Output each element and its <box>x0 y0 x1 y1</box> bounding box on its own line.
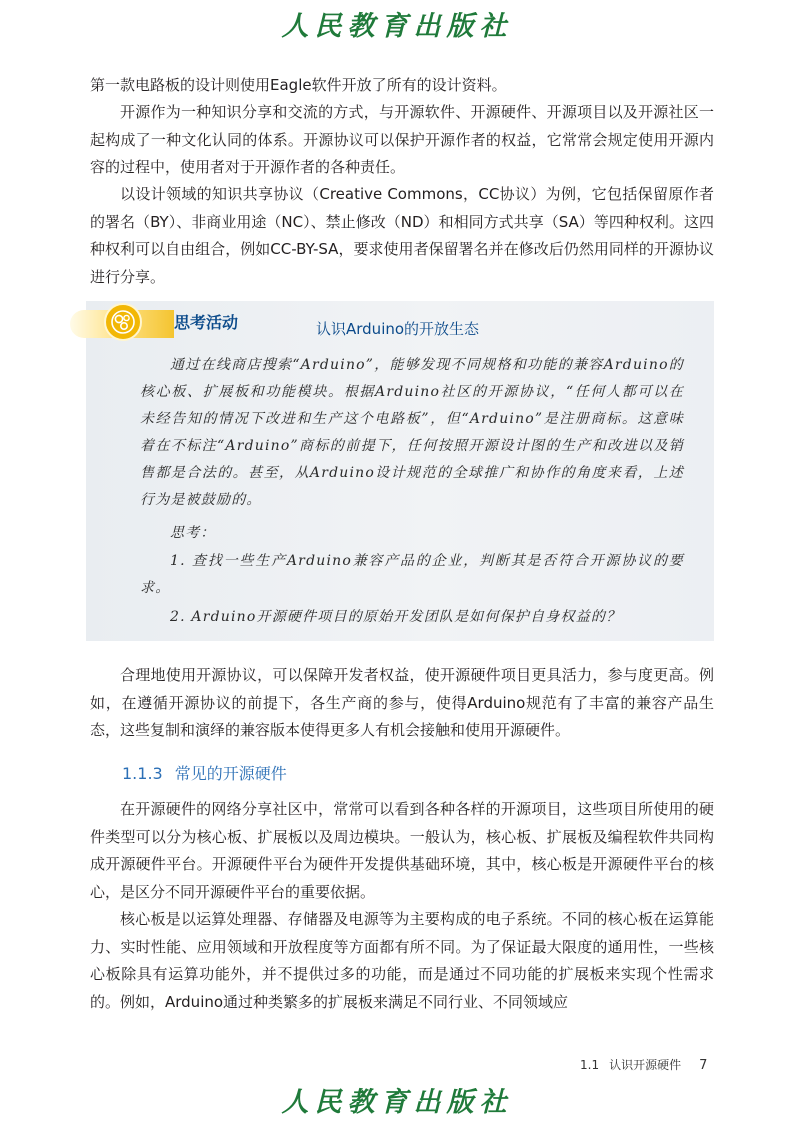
section-number: 1.1.3 <box>122 764 163 783</box>
activity-body: 通过在线商店搜索“Arduino”，能够发现不同规格和功能的兼容Arduino的核心板、扩展板和功能模块。根据Arduino社区的开源协议，“任何人都可以在未经告知的情况下改进和生产这个电路板”，但“Arduino”是注册商标。这意味着在不标注“Arduino”商标的前提下，任何按照开源设计图的生产和改进以及销售都是合法的。甚至，从Arduino设计规范的全球推广和协作的角度来看，上述行为是被鼓励的。 <box>140 357 684 508</box>
activity-title: 认识Arduino的开放生态 <box>316 320 480 338</box>
paragraph-eagle: 第一款电路板的设计则使用Eagle软件开放了所有的设计资料。 <box>90 76 507 94</box>
publisher-logo-top: 人民教育出版社 <box>281 11 513 42</box>
section-heading <box>122 762 287 786</box>
paragraph-open-source-culture: 开源作为一种知识分享和交流的方式，与开源软件、开源硬件、开源项目以及开源社区一起构成了一种文化认同的体系。开源协议可以保护开源作者的权益，它常常会规定使用开源内容的过程中，使用者对于开源作者的各种责任。 <box>90 103 714 176</box>
activity-label: 思考活动 <box>174 313 239 332</box>
gears-icon <box>104 303 142 341</box>
publisher-logo-bottom: 人民教育出版社 <box>281 1087 513 1118</box>
paragraph-cc-license: 以设计领域的知识共享协议（Creative Commons，CC协议）为例，它包括保留原作者的署名（BY）、非商业用途（NC）、禁止修改（ND）和相同方式共享（SA）等四种权利。这四种权利可以自由组合，例如CC-BY-SA，要求使用者保留署名并在修改后仍然用同样的开源协议进行分享。 <box>90 185 714 286</box>
paragraph-hardware-platform: 在开源硬件的网络分享社区中，常常可以看到各种各样的开源项目，这些项目所使用的硬件类型可以分为核心板、扩展板以及周边模块。一般认为，核心板、扩展板及编程软件共同构成开源硬件平台。开源硬件平台为硬件开发提供基础环境，其中，核心板是开源硬件平台的核心，是区分不同开源硬件平台的重要依据。 <box>90 800 714 901</box>
paragraph-arduino-ecosystem: 合理地使用开源协议，可以保障开发者权益，使开源硬件项目更具活力，参与度更高。例如，在遵循开源协议的前提下，各生产商的参与，使得Arduino规范有了丰富的兼容产品生态，这些复制和演绎的兼容版本使得更多人有机会接触和使用开源硬件。 <box>90 666 714 739</box>
page-number: 7 <box>699 1058 708 1073</box>
footer-section-title: 认识开源硬件 <box>609 1058 682 1072</box>
footer-section-number: 1.1 <box>580 1058 600 1072</box>
page-footer <box>580 1057 707 1074</box>
paragraph-core-board: 核心板是以运算处理器、存储器及电源等为主要构成的电子系统。不同的核心板在运算能力、实时性能、应用领域和开放程度等方面都有所不同。为了保证最大限度的通用性，一些核心板除具有运算功能外，并不提供过多的功能，而是通过不同功能的扩展板来实现个性需求的。例如，Arduino通过种类繁多的扩展板来满足不同行业、不同领域应 <box>90 910 714 1011</box>
activity-question-1: 1. 查找一些生产Arduino兼容产品的企业，判断其是否符合开源协议的要求。 <box>140 553 684 596</box>
activity-think-label: 思考： <box>170 525 216 541</box>
activity-question-2: 2. Arduino开源硬件项目的原始开发团队是如何保护自身权益的？ <box>170 609 622 625</box>
section-title: 常见的开源硬件 <box>174 764 287 783</box>
